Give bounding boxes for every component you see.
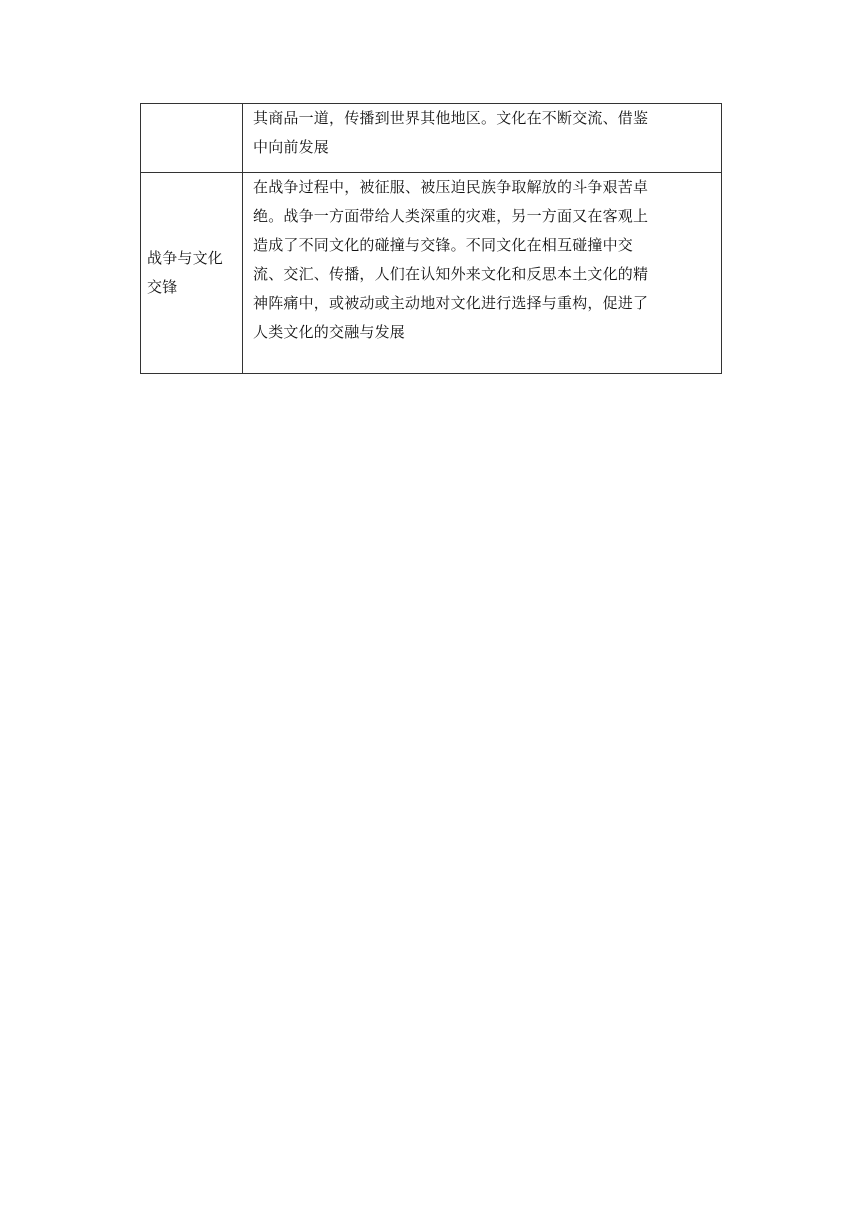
- row-label-line: 交锋: [147, 278, 178, 296]
- table-row: [141, 104, 722, 173]
- content-line: 神阵痛中，或被动或主动地对文化进行选择与重构，促进了: [253, 294, 649, 312]
- row-label-line: 战争与文化: [147, 249, 224, 267]
- row-label-cell: [141, 173, 243, 374]
- row-content-cell: [243, 173, 722, 374]
- content-line: 流、交汇、传播，人们在认知外来文化和反思本土文化的精: [253, 265, 649, 283]
- content-line: 在战争过程中，被征服、被压迫民族争取解放的斗争艰苦卓: [253, 178, 649, 196]
- row-content-cell: [243, 104, 722, 173]
- table-row: [141, 173, 722, 374]
- content-line: 造成了不同文化的碰撞与交锋。不同文化在相互碰撞中交: [253, 236, 634, 254]
- content-table: [140, 103, 722, 374]
- row-label-cell: [141, 104, 243, 173]
- content-line: 中向前发展: [253, 138, 330, 156]
- content-line: 绝。战争一方面带给人类深重的灾难，另一方面又在客观上: [253, 207, 649, 225]
- content-line: 人类文化的交融与发展: [253, 323, 406, 341]
- content-line: 其商品一道，传播到世界其他地区。文化在不断交流、借鉴: [253, 109, 649, 127]
